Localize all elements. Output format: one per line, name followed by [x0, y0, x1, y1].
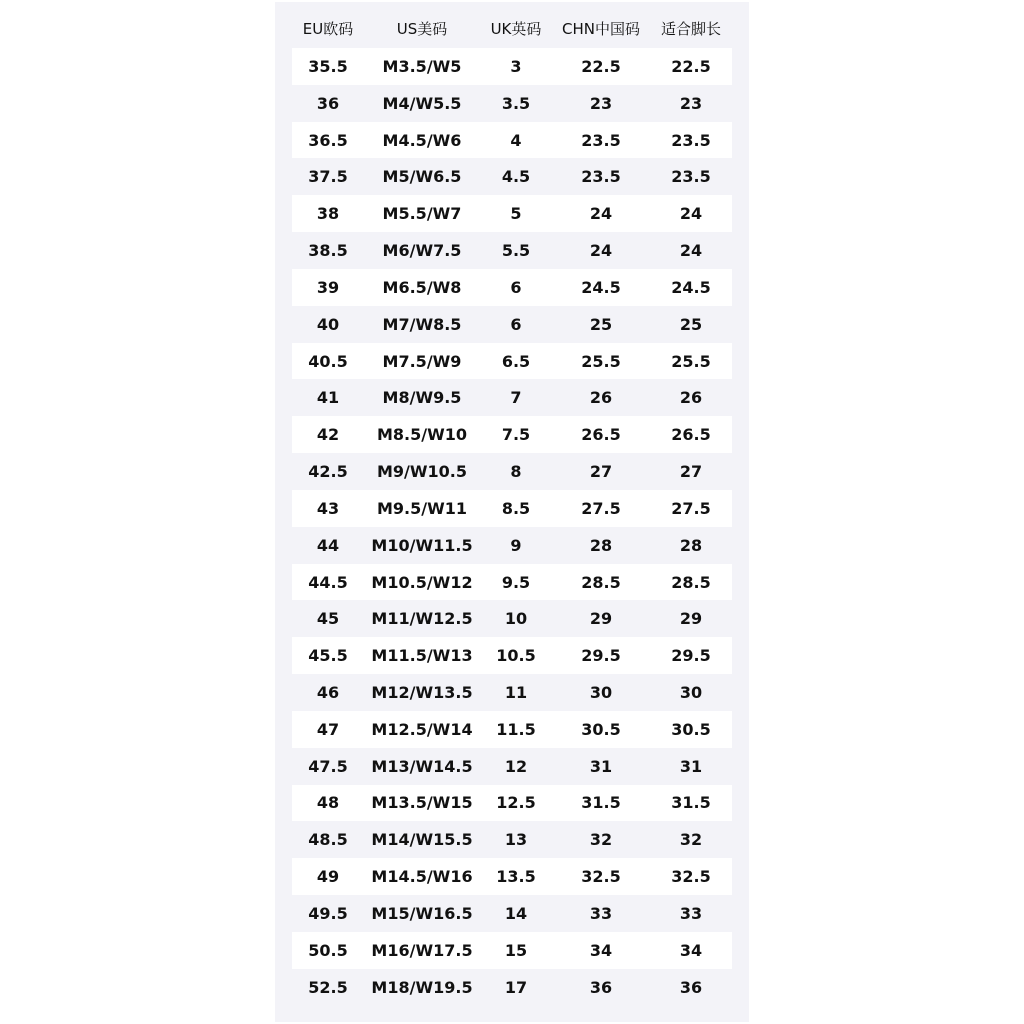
header-us: US美码 [396, 19, 448, 38]
cell-us-size: M4/W5.5 [382, 93, 462, 113]
header-chn: CHN中国码 [562, 19, 640, 38]
cell-uk-size: 4 [510, 130, 522, 150]
cell-eu-size: 49.5 [308, 903, 348, 923]
cell-chn-size: 25.5 [581, 351, 621, 371]
cell-eu-size: 38.5 [308, 241, 348, 261]
cell-eu-size: 48 [316, 793, 340, 813]
cell-uk-size: 6 [510, 277, 522, 297]
cell-foot-length: 26.5 [671, 425, 711, 445]
cell-chn-size: 33 [589, 903, 613, 923]
cell-chn-size: 26.5 [581, 425, 621, 445]
cell-foot-length: 24 [679, 204, 703, 224]
cell-chn-size: 30 [589, 682, 613, 702]
cell-foot-length: 25.5 [671, 351, 711, 371]
cell-foot-length: 28 [679, 535, 703, 555]
cell-us-size: M15/W16.5 [371, 903, 473, 923]
table-row [292, 564, 732, 601]
cell-chn-size: 29 [589, 609, 613, 629]
size-chart-panel [275, 2, 749, 1022]
cell-uk-size: 3 [510, 56, 522, 76]
cell-eu-size: 41 [316, 388, 340, 408]
cell-foot-length: 30.5 [671, 719, 711, 739]
cell-uk-size: 10.5 [496, 646, 536, 666]
cell-uk-size: 3.5 [501, 93, 531, 113]
header-eu: EU欧码 [302, 19, 354, 38]
table-row [292, 821, 732, 858]
cell-us-size: M12.5/W14 [371, 719, 473, 739]
cell-foot-length: 34 [679, 940, 703, 960]
cell-foot-length: 24 [679, 241, 703, 261]
cell-uk-size: 9 [510, 535, 522, 555]
cell-chn-size: 28 [589, 535, 613, 555]
cell-foot-length: 32.5 [671, 867, 711, 887]
table-row [292, 85, 732, 122]
table-row [292, 674, 732, 711]
cell-foot-length: 32 [679, 830, 703, 850]
cell-chn-size: 24.5 [581, 277, 621, 297]
table-row [292, 379, 732, 416]
cell-uk-size: 13.5 [496, 867, 536, 887]
cell-uk-size: 12.5 [496, 793, 536, 813]
cell-chn-size: 22.5 [581, 56, 621, 76]
cell-us-size: M14.5/W16 [371, 867, 473, 887]
cell-us-size: M11.5/W13 [371, 646, 473, 666]
cell-us-size: M5.5/W7 [382, 204, 462, 224]
cell-foot-length: 23.5 [671, 130, 711, 150]
cell-uk-size: 7.5 [501, 425, 531, 445]
table-row [292, 195, 732, 232]
cell-eu-size: 44.5 [308, 572, 348, 592]
cell-uk-size: 8.5 [501, 498, 531, 518]
table-row [292, 269, 732, 306]
cell-chn-size: 26 [589, 388, 613, 408]
cell-chn-size: 24 [589, 204, 613, 224]
cell-foot-length: 22.5 [671, 56, 711, 76]
cell-us-size: M13.5/W15 [371, 793, 473, 813]
cell-chn-size: 23 [589, 93, 613, 113]
table-row [292, 232, 732, 269]
cell-uk-size: 6.5 [501, 351, 531, 371]
cell-foot-length: 30 [679, 682, 703, 702]
cell-eu-size: 37.5 [308, 167, 348, 187]
cell-eu-size: 43 [316, 498, 340, 518]
table-row [292, 637, 732, 674]
cell-uk-size: 11 [504, 682, 528, 702]
cell-uk-size: 7 [510, 388, 522, 408]
cell-chn-size: 30.5 [581, 719, 621, 739]
cell-eu-size: 40.5 [308, 351, 348, 371]
header-foot-length: 适合脚长 [660, 19, 721, 38]
cell-eu-size: 42.5 [308, 462, 348, 482]
cell-chn-size: 34 [589, 940, 613, 960]
cell-foot-length: 31.5 [671, 793, 711, 813]
cell-us-size: M7/W8.5 [382, 314, 462, 334]
cell-us-size: M12/W13.5 [371, 682, 473, 702]
cell-us-size: M10/W11.5 [371, 535, 473, 555]
table-row [292, 932, 732, 969]
cell-eu-size: 47 [316, 719, 340, 739]
cell-uk-size: 11.5 [496, 719, 536, 739]
cell-uk-size: 6 [510, 314, 522, 334]
cell-eu-size: 39 [316, 277, 340, 297]
cell-us-size: M3.5/W5 [382, 56, 462, 76]
table-row [292, 527, 732, 564]
table-row [292, 343, 732, 380]
table-row [292, 306, 732, 343]
table-row [292, 48, 732, 85]
cell-foot-length: 27.5 [671, 498, 711, 518]
cell-us-size: M14/W15.5 [371, 830, 473, 850]
cell-chn-size: 31.5 [581, 793, 621, 813]
cell-uk-size: 13 [504, 830, 528, 850]
cell-foot-length: 24.5 [671, 277, 711, 297]
cell-chn-size: 32 [589, 830, 613, 850]
table-row [292, 711, 732, 748]
cell-chn-size: 25 [589, 314, 613, 334]
cell-eu-size: 47.5 [308, 756, 348, 776]
cell-uk-size: 14 [504, 903, 528, 923]
cell-eu-size: 48.5 [308, 830, 348, 850]
cell-eu-size: 52.5 [308, 977, 348, 997]
cell-eu-size: 45 [316, 609, 340, 629]
cell-chn-size: 31 [589, 756, 613, 776]
cell-foot-length: 31 [679, 756, 703, 776]
cell-uk-size: 5 [510, 204, 522, 224]
size-chart-header [292, 2, 732, 54]
cell-foot-length: 28.5 [671, 572, 711, 592]
table-row [292, 122, 732, 159]
cell-eu-size: 36.5 [308, 130, 348, 150]
cell-chn-size: 27.5 [581, 498, 621, 518]
cell-eu-size: 42 [316, 425, 340, 445]
cell-chn-size: 23.5 [581, 130, 621, 150]
cell-uk-size: 4.5 [501, 167, 531, 187]
cell-eu-size: 46 [316, 682, 340, 702]
cell-us-size: M13/W14.5 [371, 756, 473, 776]
header-uk: UK英码 [490, 19, 542, 38]
cell-eu-size: 49 [316, 867, 340, 887]
table-row [292, 748, 732, 785]
cell-foot-length: 29 [679, 609, 703, 629]
table-row [292, 969, 732, 1006]
cell-foot-length: 25 [679, 314, 703, 334]
cell-chn-size: 32.5 [581, 867, 621, 887]
cell-us-size: M8/W9.5 [382, 388, 462, 408]
cell-uk-size: 15 [504, 940, 528, 960]
cell-chn-size: 24 [589, 241, 613, 261]
cell-foot-length: 29.5 [671, 646, 711, 666]
cell-uk-size: 8 [510, 462, 522, 482]
cell-uk-size: 5.5 [501, 241, 531, 261]
cell-chn-size: 29.5 [581, 646, 621, 666]
cell-foot-length: 23 [679, 93, 703, 113]
table-row [292, 453, 732, 490]
cell-eu-size: 50.5 [308, 940, 348, 960]
cell-foot-length: 27 [679, 462, 703, 482]
cell-foot-length: 23.5 [671, 167, 711, 187]
cell-us-size: M6.5/W8 [382, 277, 462, 297]
cell-us-size: M8.5/W10 [376, 425, 468, 445]
cell-chn-size: 23.5 [581, 167, 621, 187]
table-row [292, 158, 732, 195]
table-row [292, 785, 732, 822]
cell-us-size: M18/W19.5 [371, 977, 473, 997]
cell-eu-size: 36 [316, 93, 340, 113]
cell-chn-size: 36 [589, 977, 613, 997]
cell-uk-size: 12 [504, 756, 528, 776]
cell-foot-length: 26 [679, 388, 703, 408]
cell-chn-size: 28.5 [581, 572, 621, 592]
cell-us-size: M10.5/W12 [371, 572, 473, 592]
cell-us-size: M9/W10.5 [376, 462, 468, 482]
table-row [292, 858, 732, 895]
cell-uk-size: 10 [504, 609, 528, 629]
cell-uk-size: 9.5 [501, 572, 531, 592]
cell-foot-length: 36 [679, 977, 703, 997]
cell-us-size: M4.5/W6 [382, 130, 462, 150]
cell-us-size: M9.5/W11 [376, 498, 468, 518]
cell-uk-size: 17 [504, 977, 528, 997]
cell-foot-length: 33 [679, 903, 703, 923]
cell-chn-size: 27 [589, 462, 613, 482]
table-row [292, 490, 732, 527]
cell-eu-size: 44 [316, 535, 340, 555]
cell-eu-size: 38 [316, 204, 340, 224]
cell-eu-size: 35.5 [308, 56, 348, 76]
cell-us-size: M11/W12.5 [371, 609, 473, 629]
cell-us-size: M16/W17.5 [371, 940, 473, 960]
cell-us-size: M7.5/W9 [382, 351, 462, 371]
table-row [292, 416, 732, 453]
table-row [292, 895, 732, 932]
size-chart-rows [292, 48, 732, 1006]
cell-eu-size: 45.5 [308, 646, 348, 666]
cell-us-size: M5/W6.5 [382, 167, 462, 187]
table-row [292, 600, 732, 637]
cell-us-size: M6/W7.5 [382, 241, 462, 261]
cell-eu-size: 40 [316, 314, 340, 334]
